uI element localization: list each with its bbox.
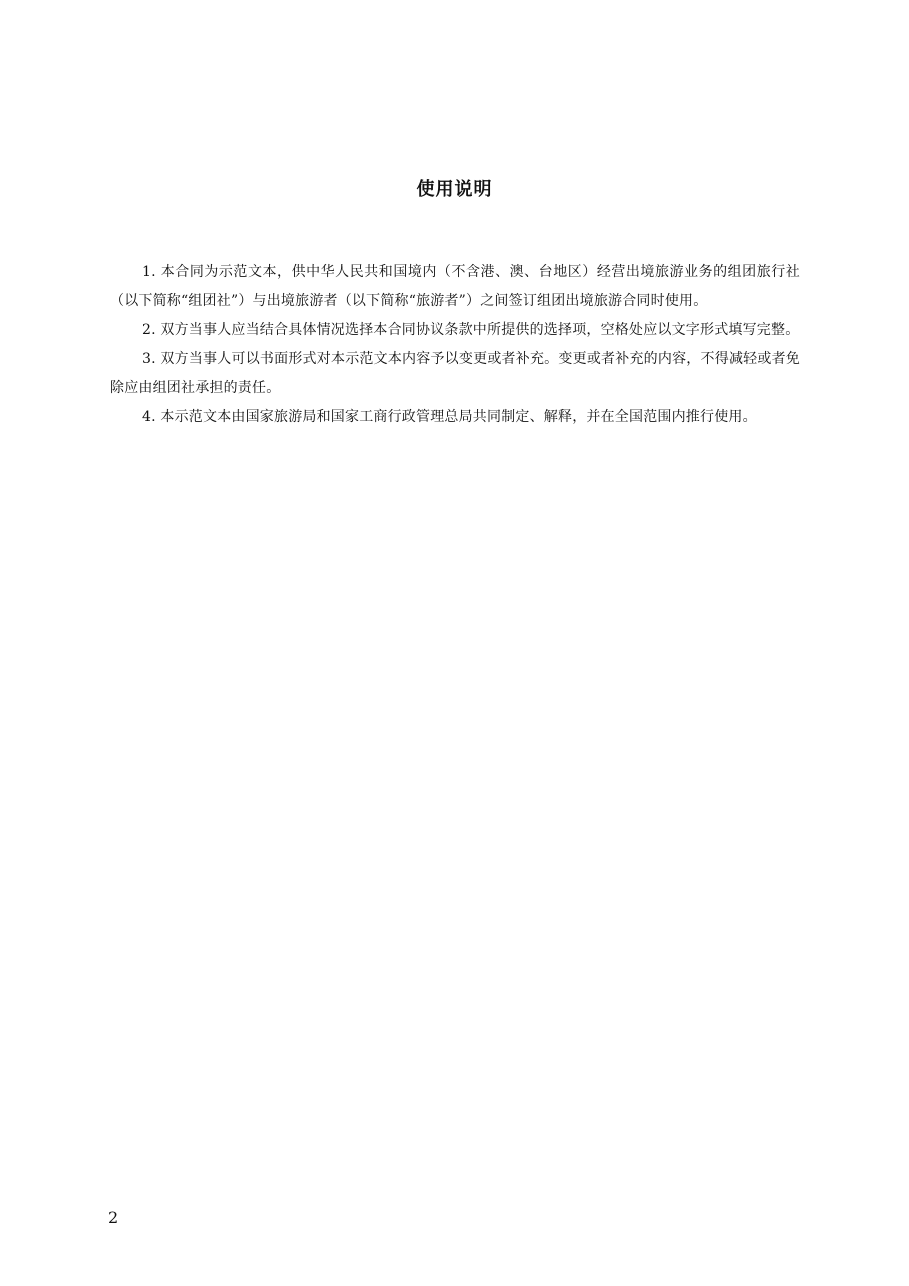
- page-number: 2: [108, 1208, 119, 1227]
- page-title: 使用说明: [416, 179, 493, 200]
- instruction-paragraph-2: 2. 双方当事人应当结合具体情况选择本合同协议条款中所提供的选择项，空格处应以文字形式填写完整。: [142, 322, 800, 338]
- instruction-paragraph-3: 3. 双方当事人可以书面形式对本示范文本内容予以变更或者补充。变更或者补充的内容，不得减轻或者免除应由组团社承担的责任。: [110, 351, 800, 396]
- instructions-body: [110, 258, 800, 432]
- instruction-paragraph-1: 1. 本合同为示范文本，供中华人民共和国境内（不含港、澳、台地区）经营出境旅游业务的组团旅行社（以下简称“组团社”）与出境旅游者（以下简称“旅游者”）之间签订组团出境旅游合同时使用。: [110, 264, 800, 309]
- instruction-paragraph-4: 4. 本示范文本由国家旅游局和国家工商行政管理总局共同制定、解释，并在全国范围内推行使用。: [142, 409, 757, 425]
